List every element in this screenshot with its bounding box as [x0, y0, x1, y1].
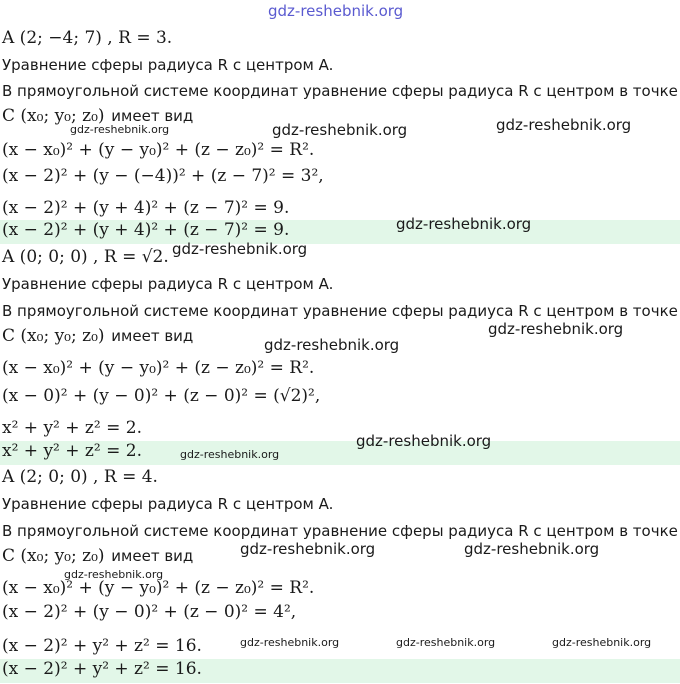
intro-text: В прямоугольной системе координат уравнение сферы радиуса R с центром в точке [2, 302, 678, 320]
watermark: gdz-reshebnik.org [172, 240, 308, 258]
center-formula: C (x₀; y₀; z₀) [2, 546, 105, 566]
watermark: gdz-reshebnik.org [264, 336, 400, 354]
watermark: gdz-reshebnik.org [70, 123, 170, 136]
answer-row: (x − 2)² + y² + z² = 16. [0, 659, 680, 683]
center-formula: C (x₀; y₀; z₀) [2, 326, 105, 346]
simplified-equation: (x − 2)² + (y + 4)² + (z − 7)² = 9. [2, 198, 290, 218]
simplified-equation: (x − 2)² + y² + z² = 16. [2, 636, 202, 656]
given-line: A (2; −4; 7) , R = 3. [2, 28, 173, 48]
general-equation: (x − x₀)² + (y − y₀)² + (z − z₀)² = R². [2, 140, 315, 160]
given-line: A (0; 0; 0) , R = √2. [2, 247, 169, 267]
center-suffix: имеет вид [106, 547, 194, 565]
substituted-equation: (x − 2)² + (y − 0)² + (z − 0)² = 4², [2, 602, 297, 622]
watermark: gdz-reshebnik.org [396, 215, 532, 233]
section-heading: Уравнение сферы радиуса R с центром A. [2, 56, 334, 74]
watermark: gdz-reshebnik.org [396, 636, 496, 649]
center-suffix: имеет вид [106, 107, 194, 125]
answer-row: (x − 2)² + (y + 4)² + (z − 7)² = 9. [0, 220, 680, 244]
answer-row: x² + y² + z² = 2. [0, 441, 680, 465]
watermark: gdz-reshebnik.org [552, 636, 652, 649]
watermark: gdz-reshebnik.org [180, 448, 280, 461]
watermark-header: gdz-reshebnik.org [268, 2, 404, 20]
watermark: gdz-reshebnik.org [240, 636, 340, 649]
watermark: gdz-reshebnik.org [356, 432, 492, 450]
intro-text: В прямоугольной системе координат уравнение сферы радиуса R с центром в точке [2, 522, 678, 540]
watermark: gdz-reshebnik.org [464, 540, 600, 558]
watermark: gdz-reshebnik.org [272, 121, 408, 139]
substituted-equation: (x − 0)² + (y − 0)² + (z − 0)² = (√2)², [2, 386, 321, 406]
substituted-equation: (x − 2)² + (y − (−4))² + (z − 7)² = 3², [2, 166, 324, 186]
general-equation: (x − x₀)² + (y − y₀)² + (z − z₀)² = R². [2, 358, 315, 378]
watermark: gdz-reshebnik.org [496, 116, 632, 134]
given-line: A (2; 0; 0) , R = 4. [2, 467, 158, 487]
section-heading: Уравнение сферы радиуса R с центром A. [2, 275, 334, 293]
intro-text: В прямоугольной системе координат уравнение сферы радиуса R с центром в точке [2, 82, 678, 100]
simplified-equation: x² + y² + z² = 2. [2, 418, 142, 438]
watermark: gdz-reshebnik.org [64, 568, 164, 581]
watermark: gdz-reshebnik.org [488, 320, 624, 338]
section-heading: Уравнение сферы радиуса R с центром A. [2, 495, 334, 513]
general-equation: (x − x₀)² + (y − y₀)² + (z − z₀)² = R². [2, 578, 315, 598]
center-suffix: имеет вид [106, 327, 194, 345]
center-formula: C (x₀; y₀; z₀) [2, 106, 105, 126]
watermark: gdz-reshebnik.org [240, 540, 376, 558]
